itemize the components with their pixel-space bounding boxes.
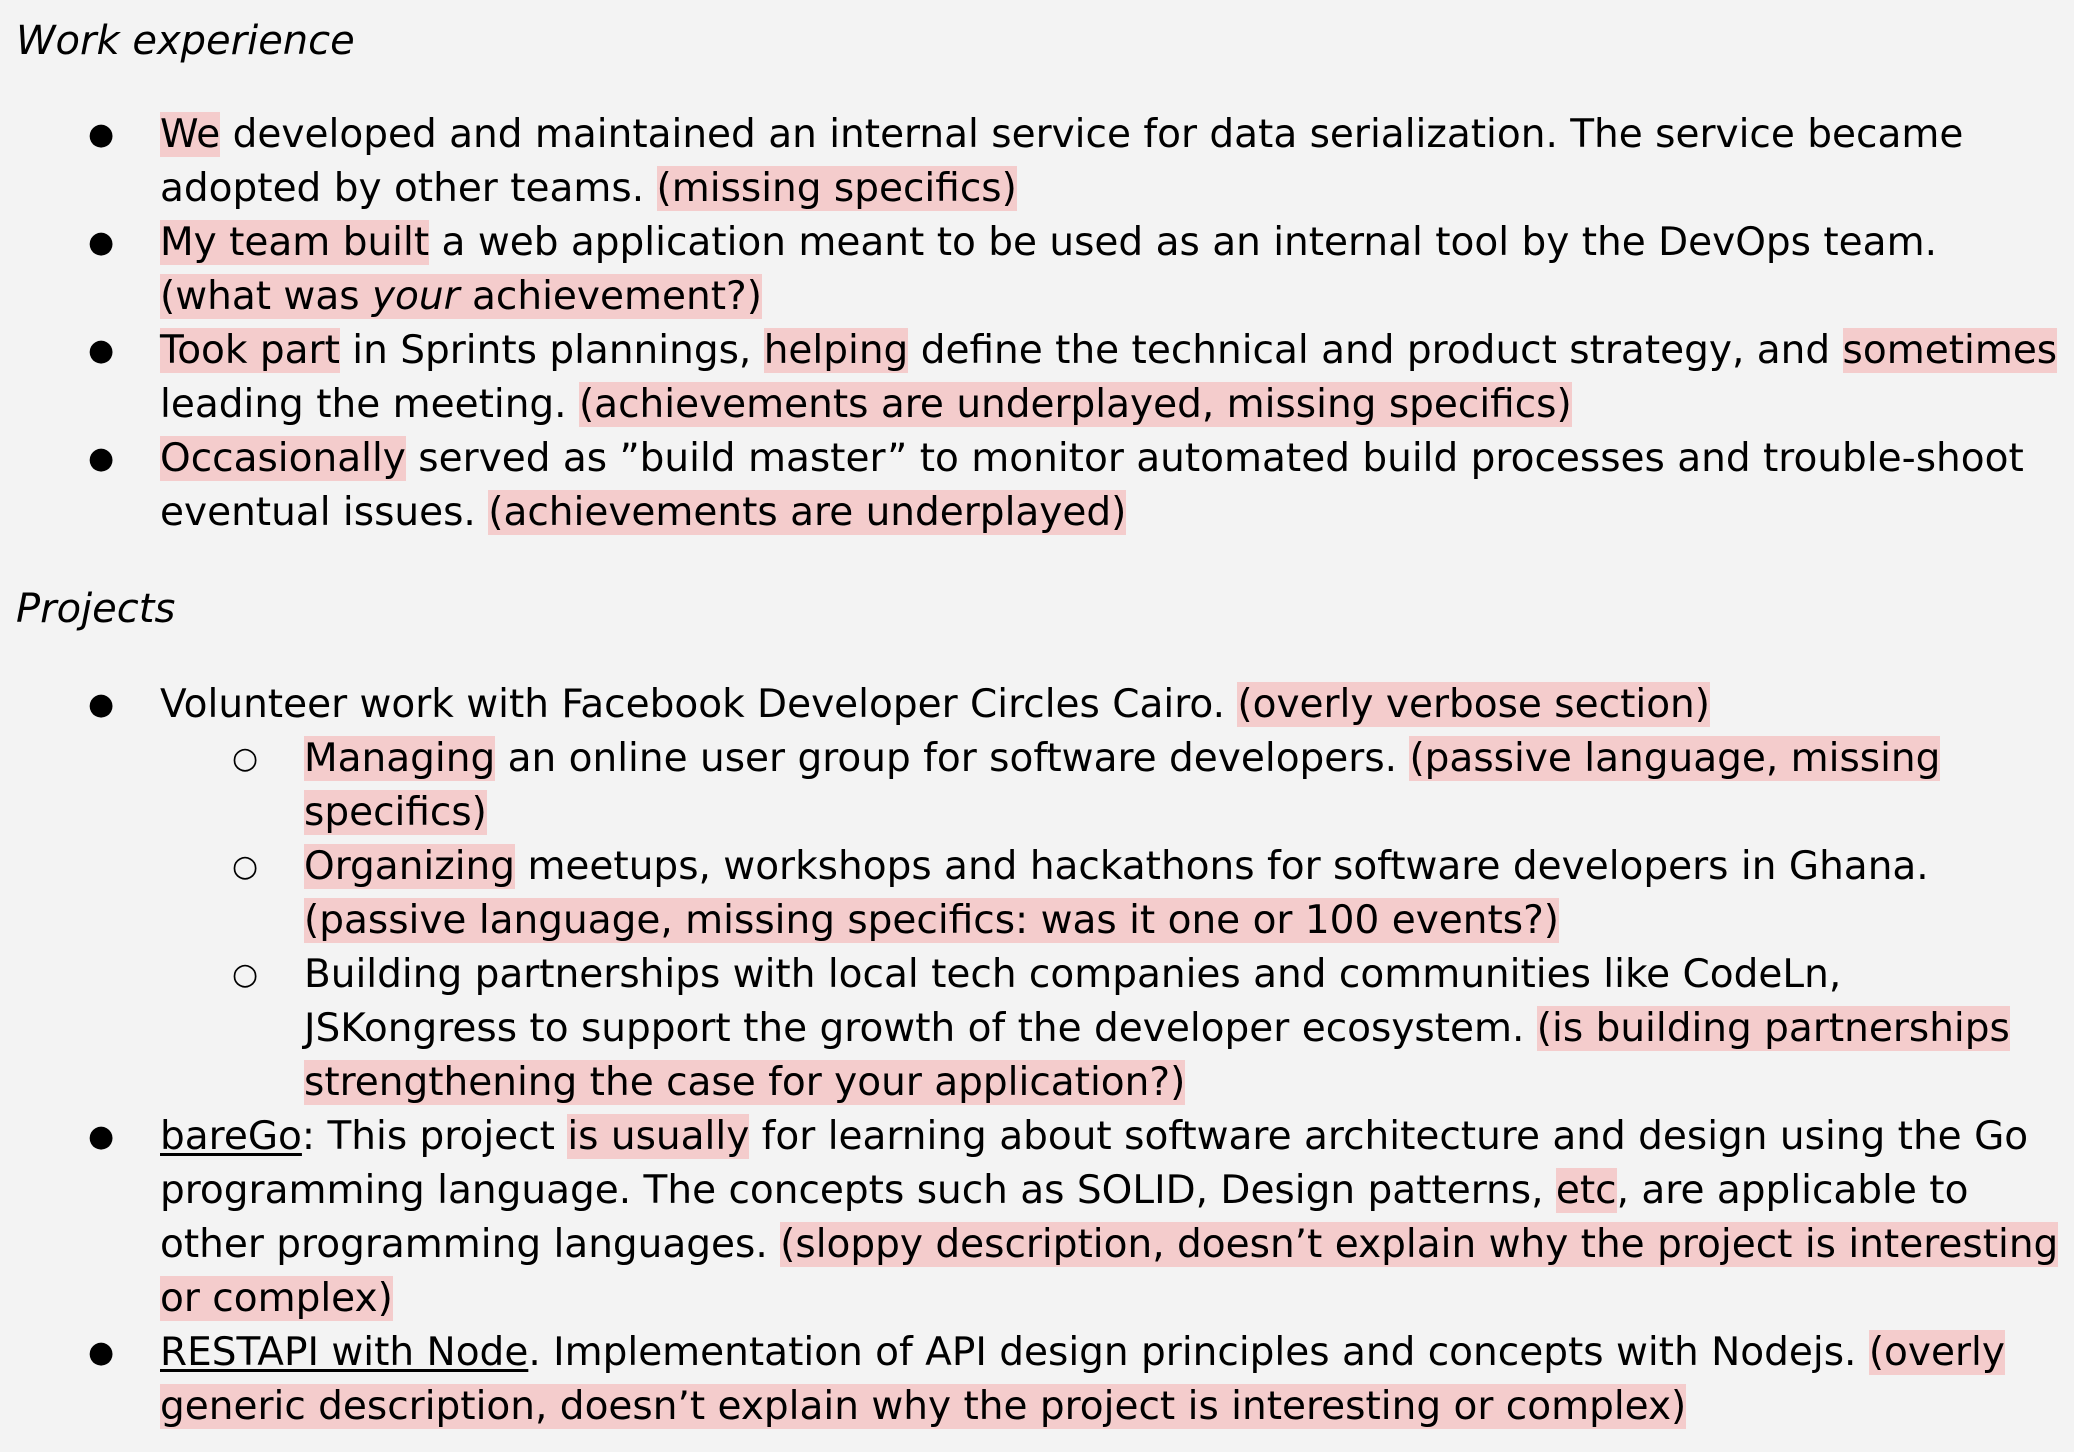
bullet-marker: ● [88,1335,115,1370]
highlighted-phrase: Occasionally [160,436,406,481]
highlighted-phrase: Took part [160,328,340,373]
projects-heading: Projects [16,586,176,632]
bullet-marker: ● [88,225,115,260]
highlighted-phrase: helping [763,328,909,373]
item-text: an online user group for software developers. [495,736,1410,781]
list-item [0,1326,2074,1434]
item-text: for learning about software architecture and design using the Go programming language. The concepts such as SOLID, Design patterns, [160,1114,2029,1213]
sub-bullet-marker: ○ [232,957,259,992]
review-comment: (missing specifics) [656,166,1017,211]
review-comment: (achievements are underplayed, missing specifics) [578,382,1572,427]
item-text: meetups, workshops and hackathons for software developers in Ghana. [515,844,1929,889]
bullet-marker: ● [88,441,115,476]
highlighted-phrase: Managing [304,736,496,781]
review-comment-emphasis: your [371,274,460,319]
item-text: developed and maintained an internal service for data serialization. The service became adopted by other teams. [160,112,1964,211]
review-comment: (overly verbose section) [1237,682,1710,727]
item-text: in Sprints plannings, [339,328,764,373]
list-item [0,216,2074,324]
bullet-marker: ● [88,687,115,722]
volunteer-sublist [160,732,2060,1110]
list-item [0,678,2074,1110]
item-text: served as ”build master” to monitor automated build processes and trouble-shoot eventual issues. [160,436,2024,535]
item-text: Building partnerships with local tech companies and communities like CodeLn, JSKongress to support the growth of the developer ecosystem. [304,952,1842,1051]
review-comment: (overly generic description, doesn’t explain why the project is interesting or complex) [160,1330,2005,1429]
item-text: . Implementation of API design principles and concepts with Nodejs. [528,1330,1869,1375]
bullet-marker: ● [88,333,115,368]
projects-list [0,678,2074,1434]
list-item [0,1110,2074,1326]
bullet-marker: ● [88,1119,115,1154]
list-item [0,324,2074,432]
review-comment-part: (what was [160,274,372,319]
list-item [0,432,2074,540]
list-item [0,108,2074,216]
review-comment: (is building partnerships strengthening the case for your application?) [304,1006,2010,1105]
work-experience-list [0,108,2074,540]
highlighted-phrase: etc [1555,1168,1617,1213]
highlighted-phrase: sometimes [1842,328,2058,373]
review-comment: (passive language, missing specifics) [304,736,1941,835]
sub-bullet-marker: ○ [232,849,259,884]
review-comment-part: achievement?) [459,274,762,319]
sub-list-item [160,732,2060,840]
item-text: Volunteer work with Facebook Developer Circles Cairo. [160,682,1238,727]
review-comment: (achievements are underplayed) [488,490,1127,535]
item-text: define the technical and product strategy, and [908,328,1843,373]
review-comment [160,274,762,319]
sub-list-item [160,840,2060,948]
highlighted-phrase: We [160,112,221,157]
project-link-restapi[interactable]: RESTAPI with Node [160,1330,529,1375]
highlighted-phrase: Organizing [304,844,516,889]
highlighted-phrase: My team built [160,220,430,265]
item-text: , are applicable to other programming languages. [160,1168,1969,1267]
work-experience-heading: Work experience [16,18,355,64]
bullet-marker: ● [88,117,115,152]
item-text: a web application meant to be used as an internal tool by the DevOps team. [429,220,1937,265]
project-link-barego[interactable]: bareGo [160,1114,302,1159]
sub-list-item [160,948,2060,1110]
review-comment: (passive language, missing specifics: was it one or 100 events?) [304,898,1560,943]
item-text: leading the meeting. [160,382,579,427]
review-comment: (sloppy description, doesn’t explain why the project is interesting or complex) [160,1222,2059,1321]
item-text: : This project [301,1114,568,1159]
sub-bullet-marker: ○ [232,741,259,776]
highlighted-phrase: is usually [567,1114,750,1159]
